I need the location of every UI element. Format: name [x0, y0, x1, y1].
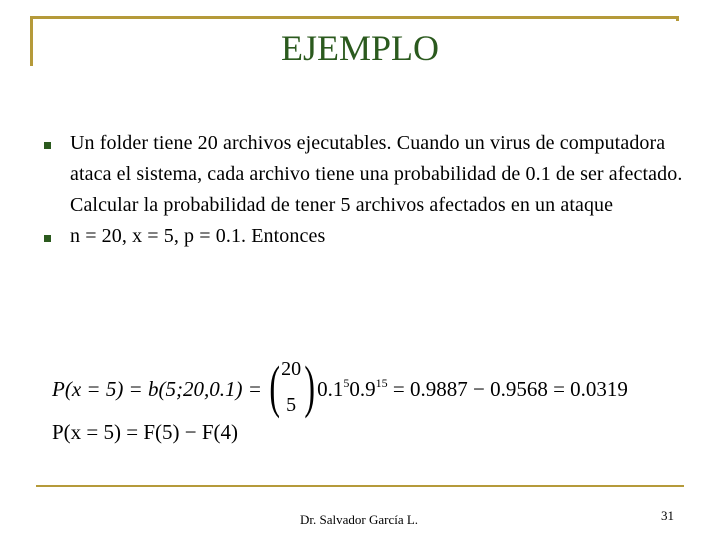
page-number: 31 — [661, 508, 674, 523]
factor1-exponent: 5 — [343, 375, 350, 390]
right-frame-tick — [676, 16, 679, 21]
equation-rhs: = 0.9887 − 0.9568 = 0.0319 — [387, 376, 628, 401]
right-paren-icon: ) — [304, 354, 315, 419]
binomial-n: 20 — [281, 358, 302, 380]
binomial-coefficient — [269, 354, 315, 424]
square-bullet-icon — [44, 235, 51, 242]
footer-divider — [36, 485, 684, 487]
binomial-k: 5 — [286, 394, 297, 416]
bullet-text: Un folder tiene 20 archivos ejecutables. Cuando un virus de computadora ataca el sistema, cada archivo tiene una probabilidad de 0.1 de ser afectado. Calcular la probabilidad de tener 5 archivos afectados en un ataque — [70, 132, 683, 216]
bullet-item — [40, 221, 690, 252]
factor2-exponent: 15 — [375, 375, 388, 390]
binomial-equation — [52, 354, 628, 424]
factor1-base: 0.1 — [317, 376, 344, 401]
cdf-equation: P(x = 5) = F(5) − F(4) — [52, 420, 239, 444]
top-frame-line — [30, 16, 678, 19]
bullet-list — [40, 128, 690, 252]
slide-title: EJEMPLO — [280, 28, 439, 68]
factor2-base: 0.9 — [349, 376, 376, 401]
footer-author: Dr. Salvador García L. — [300, 512, 419, 527]
bullet-text: n = 20, x = 5, p = 0.1. Entonces — [70, 225, 326, 247]
left-paren-icon: ( — [269, 354, 281, 419]
bullet-item — [40, 128, 690, 221]
square-bullet-icon — [44, 142, 51, 149]
equation-lhs: P(x = 5) = b(5;20,0.1) = — [52, 376, 268, 401]
